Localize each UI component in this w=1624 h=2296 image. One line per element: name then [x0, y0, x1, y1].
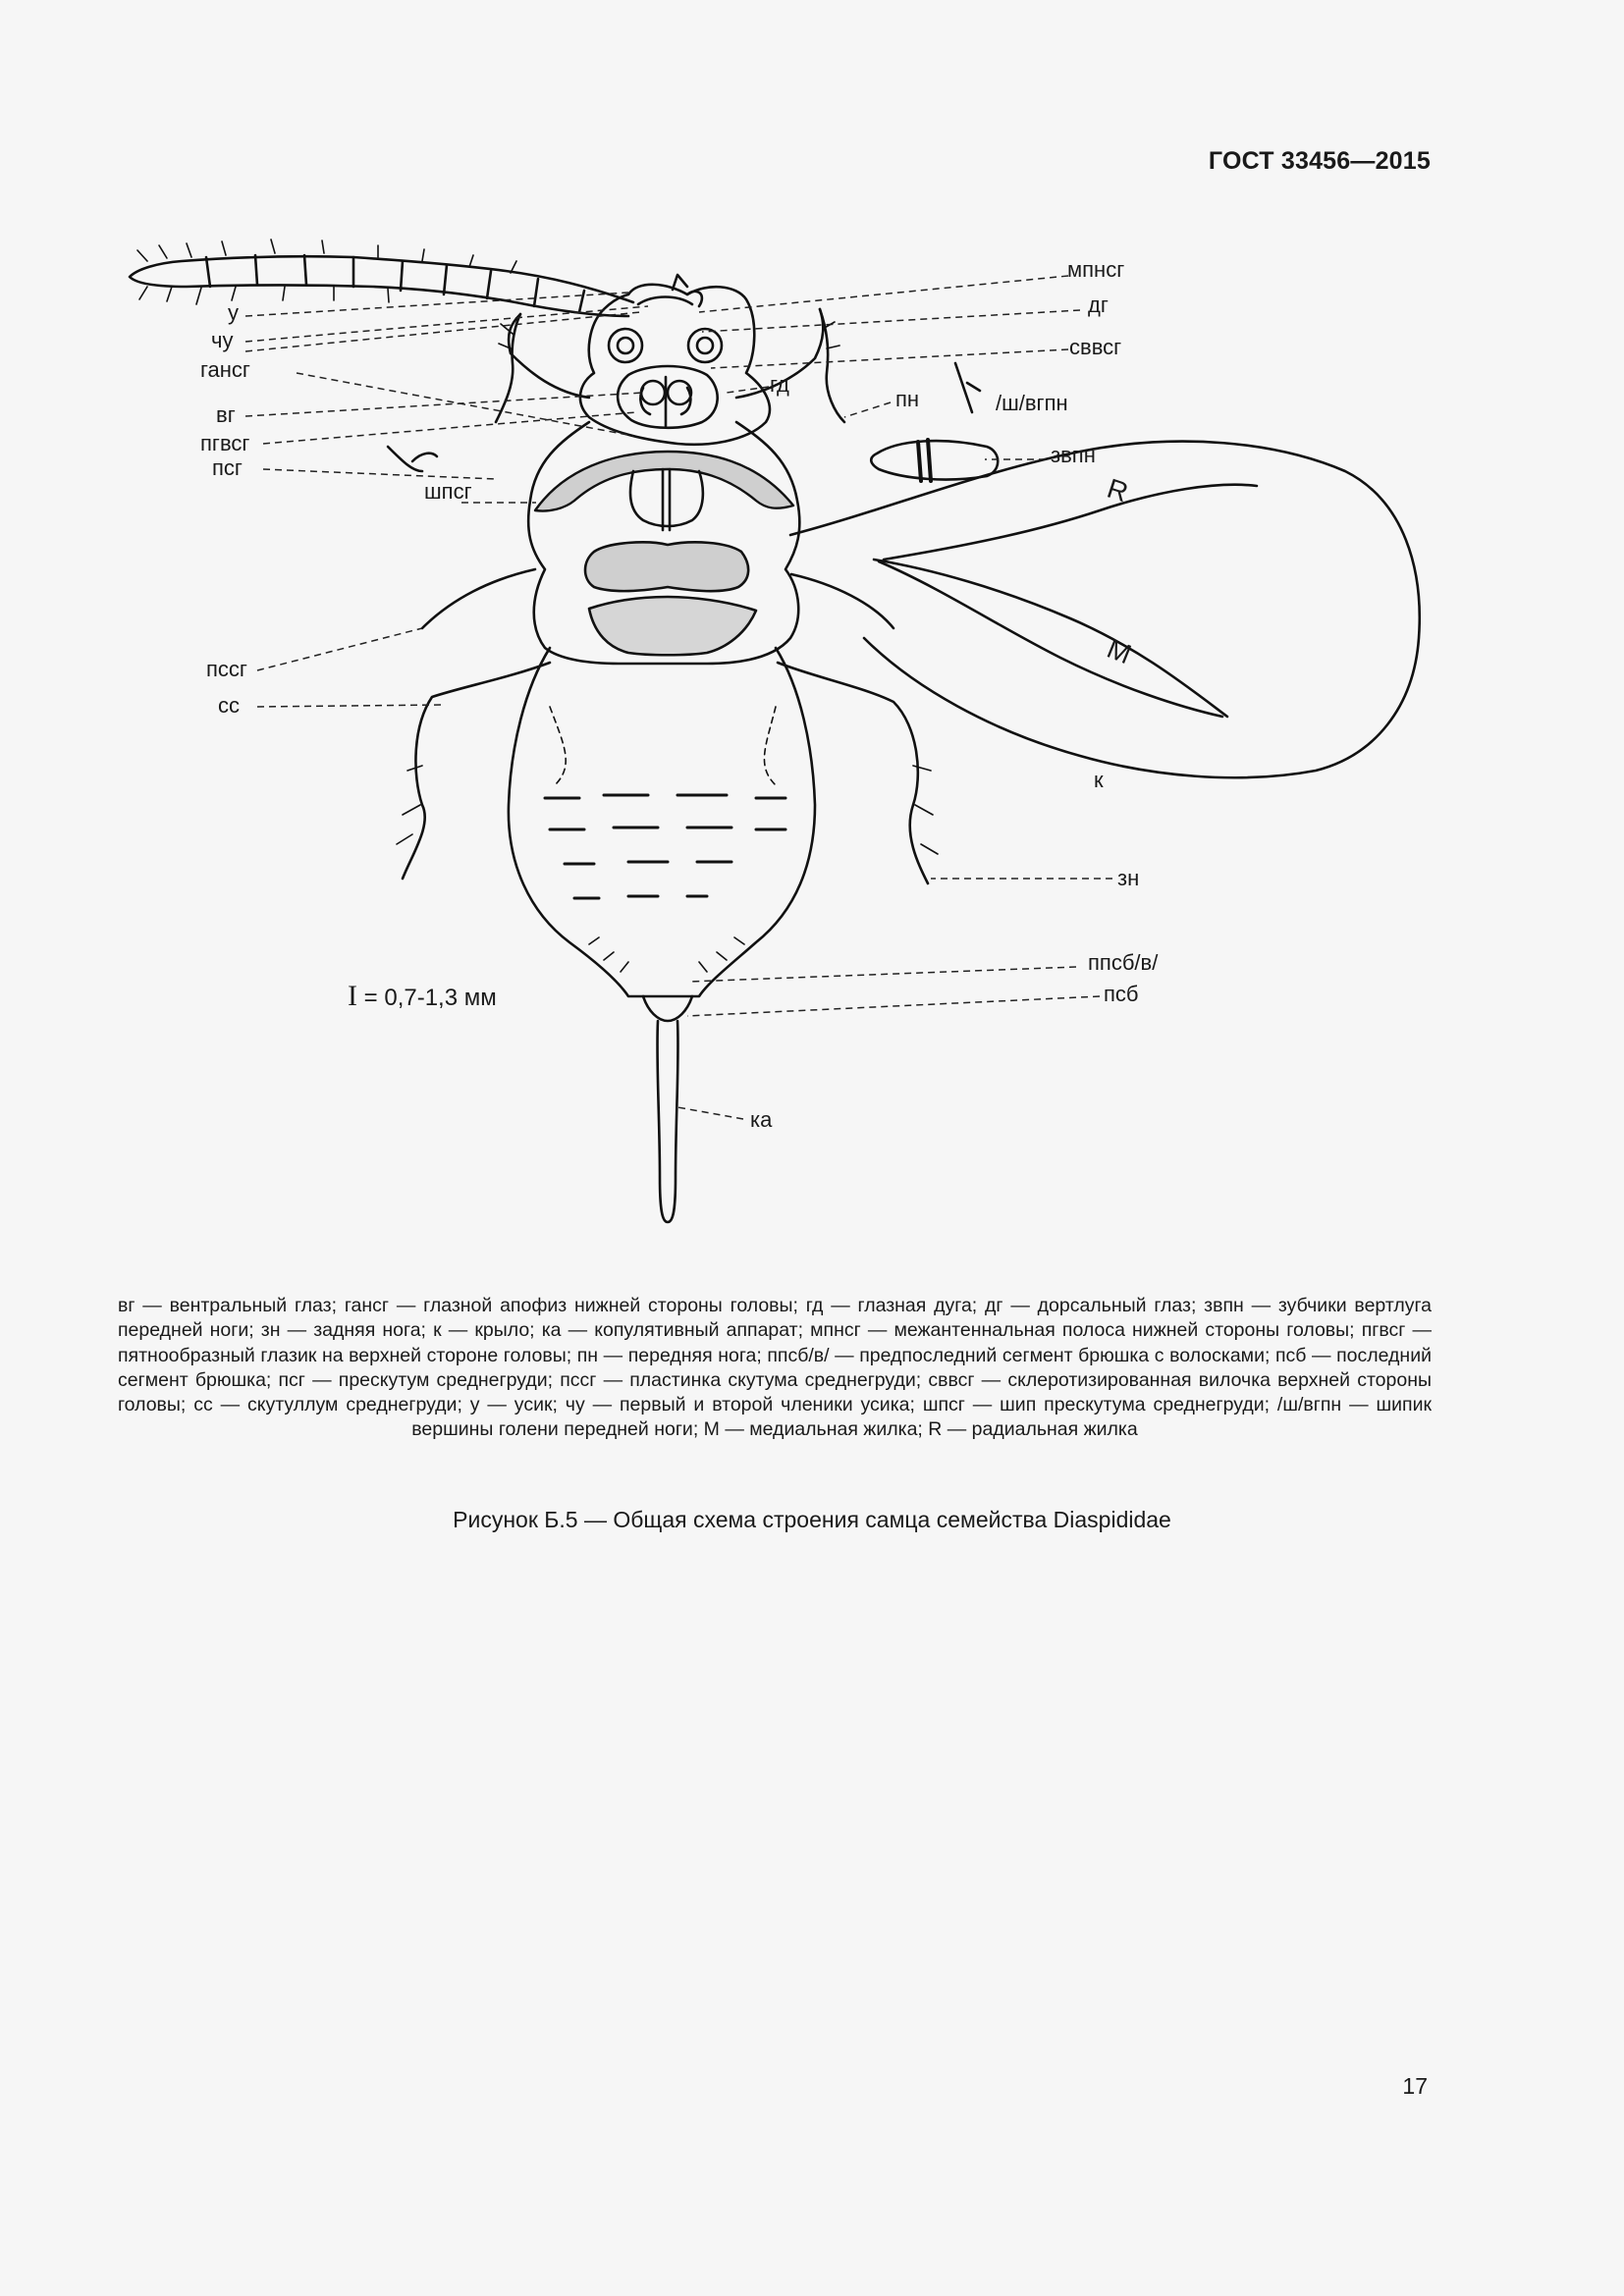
page-number: 17: [1402, 2073, 1428, 2099]
label-vg: вг: [216, 402, 236, 427]
label-dg: дг: [1088, 293, 1109, 317]
label-chu: чу: [211, 328, 234, 352]
label-gansg: гансг: [200, 357, 250, 382]
label-shpsg: шпсг: [424, 479, 472, 504]
label-R: R: [1103, 472, 1132, 508]
label-pn: пн: [895, 387, 920, 411]
scale-note: [348, 980, 497, 1013]
wing: [790, 442, 1420, 778]
figure-caption: Рисунок Б.5 — Общая схема строения самца семейства Diaspididae: [453, 1507, 1171, 1532]
label-zn: зн: [1117, 866, 1140, 890]
label-ss: сс: [218, 693, 240, 718]
label-psb: псб: [1104, 982, 1139, 1006]
figure-legend: вг — вентральный глаз; гансг — глазной апофиз нижней стороны головы; гд — глазная дуга; дг — дорсальный глаз; звпн — зубчики вертлуга передней ноги; зн — задняя нога; к — крыло; ка — копулятивный аппарат; мпнсг — межантеннальная полоса нижней стороны головы; пгвсг — пятнообразный глазик на верхней стороне головы; пн — передняя нога; ппсб/в/ — предпоследний сегмент брюшка с волосками; псб — последний сегмент брюшка; псг — прескутум среднегруди; пссг — пластинка скутума среднегруди; сввсг — склеротизированная вилочка верхней стороны головы; сс — скутуллум среднегруди; у — усик; чу — первый и второй членики усика; шпсг — шип прескутума среднегруди; /ш/вгпн — шипик вершины голени передней ноги; M — медиальная жилка; R — радиальная жилка: [118, 1295, 1432, 1441]
label-M: M: [1103, 632, 1136, 670]
label-psg: псг: [212, 455, 243, 480]
label-pgvsg: пгвсг: [200, 431, 250, 455]
label-ppsb: ппсб/в/: [1088, 950, 1159, 975]
label-ka: ка: [750, 1107, 773, 1132]
label-shvgpn: /ш/вгпн: [996, 391, 1068, 415]
scale-symbol: I: [348, 980, 357, 1012]
label-pssg: пссг: [206, 657, 247, 681]
abdomen: [509, 648, 815, 996]
scale-text: = 0,7-1,3 мм: [363, 985, 497, 1011]
label-mpnsg: мпнсг: [1067, 257, 1125, 282]
label-svvsg: сввсг: [1069, 335, 1122, 359]
label-k: к: [1094, 768, 1104, 792]
label-zvpn: звпн: [1051, 443, 1096, 467]
head: [580, 285, 770, 445]
label-u: у: [228, 300, 239, 325]
standard-number: ГОСТ 33456—2015: [1208, 147, 1431, 175]
copulatory-apparatus: [643, 996, 692, 1021]
label-gd: гд: [770, 372, 789, 397]
